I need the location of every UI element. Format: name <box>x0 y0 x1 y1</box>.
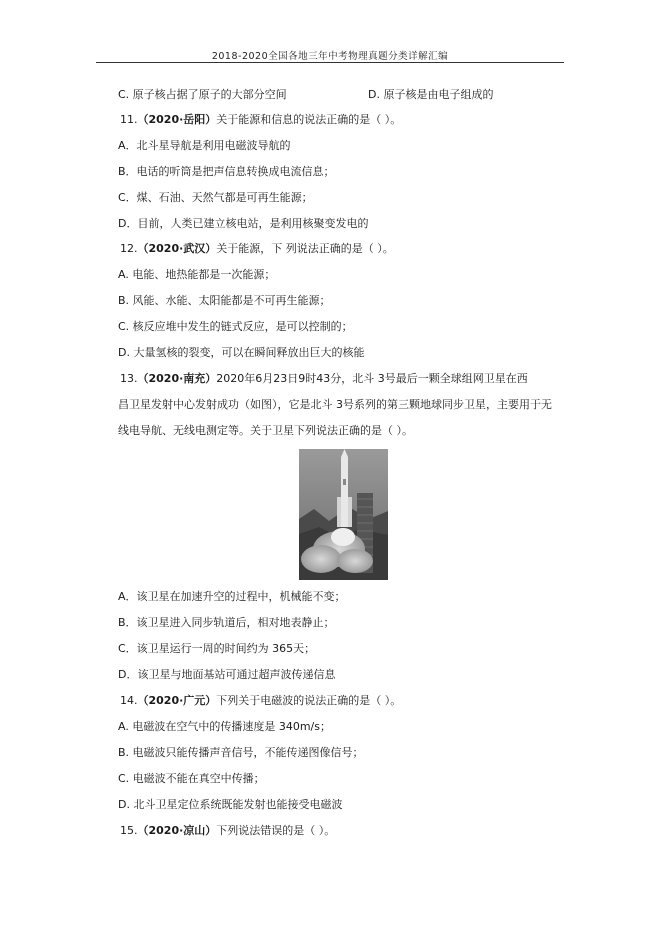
rocket-launch-icon <box>299 449 388 580</box>
question-stem: 下列关于电磁波的说法正确的是（ ）。 <box>216 694 402 707</box>
q12-option-c: C. 核反应堆中发生的链式反应，是可以控制的； <box>118 320 353 333</box>
question-source: （2020·广元） <box>137 694 217 707</box>
page-header-title: 2018-2020全国各地三年中考物理真题分类详解汇编 <box>211 51 449 62</box>
q11-option-c: C．煤、石油、天然气都是可再生能源； <box>118 191 313 204</box>
q13-stem-line3: 线电导航、无线电测定等。关于卫星下列说法正确的是（ ）。 <box>118 424 413 437</box>
q12-option-b: B. 风能、水能、太阳能都是不可再生能源； <box>118 294 331 307</box>
rocket-launch-photo <box>299 449 388 580</box>
question-stem: 关于能源，下 列说法正确的是（ ）。 <box>216 242 394 255</box>
question-stem: 关于能源和信息的说法正确的是（ ）。 <box>216 113 402 126</box>
q13-stem-line2: 昌卫星发射中心发射成功（如图），它是北斗 3号系列的第三颗地球同步卫星，主要用于无 <box>118 398 552 411</box>
q13-option-c: C．该卫星运行一周的时间约为 365天； <box>118 642 316 655</box>
question-number: 15. <box>120 824 138 837</box>
question-source: （2020·岳阳） <box>137 113 217 126</box>
q11-option-b: B．电话的听筒是把声信息转换成电流信息； <box>118 165 335 178</box>
q13-option-b: B．该卫星进入同步轨道后，相对地表静止； <box>118 616 335 629</box>
q14-option-b: B. 电磁波只能传播声音信号，不能传递图像信号； <box>118 746 364 759</box>
question-number: 11. <box>120 113 138 126</box>
question-11 <box>120 113 401 127</box>
prev-option-c: C. 原子核占据了原子的大部分空间 <box>118 88 287 101</box>
question-number: 13. <box>120 372 138 385</box>
question-13 <box>120 372 528 386</box>
question-14 <box>120 694 401 708</box>
q13-option-a: A．该卫星在加速升空的过程中，机械能不变； <box>118 590 346 603</box>
question-number: 14. <box>120 694 138 707</box>
question-stem-line1: 2020年6月23日9时43分，北斗 3号最后一颗全球组网卫星在西 <box>216 372 528 385</box>
question-number: 12. <box>120 242 138 255</box>
q11-option-d: D．目前，人类已建立核电站，是利用核聚变发电的 <box>118 217 369 230</box>
q14-option-a: A. 电磁波在空气中的传播速度是 340m/s； <box>118 720 331 733</box>
q14-option-c: C. 电磁波不能在真空中传播； <box>118 772 265 785</box>
question-source: （2020·武汉） <box>137 242 217 255</box>
q13-option-d: D．该卫星与地面基站可通过超声波传递信息 <box>118 668 336 681</box>
q12-option-d: D. 大量氢核的裂变，可以在瞬间释放出巨大的核能 <box>118 346 365 359</box>
q14-option-d: D. 北斗卫星定位系统既能发射也能接受电磁波 <box>118 798 343 811</box>
q12-option-a: A. 电能、地热能都是一次能源； <box>118 268 276 281</box>
question-stem: 下列说法错误的是（ ）。 <box>216 824 336 837</box>
question-source: （2020·凉山） <box>137 824 217 837</box>
prev-option-d: D. 原子核是由电子组成的 <box>368 88 494 101</box>
question-15 <box>120 824 335 838</box>
q11-option-a: A．北斗星导航是利用电磁波导航的 <box>118 139 291 152</box>
question-12 <box>120 242 394 256</box>
header-divider <box>96 62 564 63</box>
question-source: （2020·南充） <box>137 372 217 385</box>
